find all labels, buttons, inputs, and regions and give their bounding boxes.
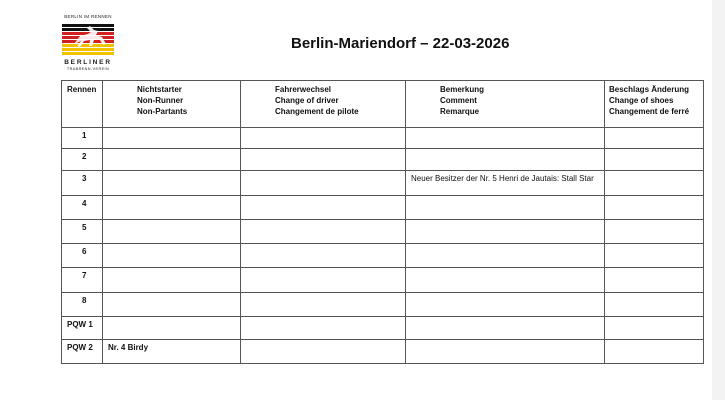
fahrerwechsel-cell	[241, 196, 406, 220]
beschlag-cell	[605, 268, 704, 293]
header-label-fr: Changement de ferré	[609, 107, 690, 116]
table-row	[62, 149, 704, 171]
nichtstarter-cell-text: Nr. 4 Birdy	[108, 343, 149, 352]
header-label-en: Non-Runner	[137, 96, 184, 105]
fahrerwechsel-cell	[241, 293, 406, 317]
race-number-cell-text: PQW 1	[67, 320, 93, 329]
race-number-cell-text: 4	[82, 199, 87, 208]
bemerkung-cell	[406, 171, 605, 196]
race-number-cell-text: PQW 2	[67, 343, 93, 352]
bemerkung-cell	[406, 268, 605, 293]
beschlag-cell	[605, 196, 704, 220]
logo-sub-text: TRABRENN-VEREIN	[66, 67, 110, 71]
nichtstarter-cell	[103, 340, 241, 364]
race-number-cell	[62, 220, 103, 244]
header-label-de: Bemerkung	[440, 85, 485, 94]
header-label-de: Fahrerwechsel	[275, 85, 332, 94]
race-number-cell-text: 1	[82, 131, 87, 140]
beschlag-cell	[605, 149, 704, 171]
nichtstarter-cell	[103, 293, 241, 317]
fahrerwechsel-cell	[241, 268, 406, 293]
race-number-cell-text: 7	[82, 271, 87, 280]
header-label-de: Nichtstarter	[137, 85, 182, 94]
header-label-fr: Non-Partants	[137, 107, 188, 116]
bemerkung-cell	[406, 340, 605, 364]
race-number-cell-text: 5	[82, 223, 87, 232]
table-header-row	[62, 81, 704, 128]
page-title: Berlin-Mariendorf – 22-03-2026	[291, 35, 510, 52]
bemerkung-cell	[406, 149, 605, 171]
header-label-en: Change of driver	[275, 96, 339, 105]
table-row	[62, 293, 704, 317]
fahrerwechsel-cell	[241, 128, 406, 149]
beschlag-cell	[605, 128, 704, 149]
nichtstarter-cell	[103, 149, 241, 171]
nichtstarter-cell	[103, 220, 241, 244]
header-beschlag	[605, 81, 704, 128]
bemerkung-cell	[406, 220, 605, 244]
header-fahrerwechsel	[241, 81, 406, 128]
race-number-cell	[62, 149, 103, 171]
race-number-cell	[62, 171, 103, 196]
header-label-fr: Changement de pilote	[275, 107, 359, 116]
nichtstarter-cell	[103, 171, 241, 196]
bemerkung-cell-text: Neuer Besitzer der Nr. 5 Henri de Jautais: Stall Star	[411, 174, 594, 183]
race-number-cell	[62, 196, 103, 220]
logo-brand-text: BERLINER	[64, 59, 112, 66]
table-row	[62, 317, 704, 340]
race-number-cell	[62, 293, 103, 317]
header-label-en: Change of shoes	[609, 96, 674, 105]
bemerkung-cell	[406, 244, 605, 268]
fahrerwechsel-cell	[241, 149, 406, 171]
table-row	[62, 128, 704, 149]
bemerkung-cell	[406, 196, 605, 220]
beschlag-cell	[605, 340, 704, 364]
bemerkung-cell	[406, 128, 605, 149]
race-changes-table	[61, 80, 704, 364]
table-row	[62, 171, 704, 196]
fahrerwechsel-cell	[241, 317, 406, 340]
table-row	[62, 220, 704, 244]
race-number-cell	[62, 128, 103, 149]
header-label-fr: Remarque	[440, 107, 480, 116]
table-row	[62, 196, 704, 220]
race-number-cell-text: 2	[82, 152, 87, 161]
fahrerwechsel-cell	[241, 220, 406, 244]
header-rennen-label: Rennen	[67, 85, 97, 94]
nichtstarter-cell	[103, 196, 241, 220]
race-number-cell-text: 8	[82, 296, 87, 305]
race-number-cell-text: 6	[82, 247, 87, 256]
race-number-cell	[62, 244, 103, 268]
race-number-cell	[62, 340, 103, 364]
header-rennen	[62, 81, 103, 128]
beschlag-cell	[605, 220, 704, 244]
header-label-de: Beschlags Änderung	[609, 85, 690, 94]
header-nichtstarter	[103, 81, 241, 128]
bemerkung-cell	[406, 317, 605, 340]
race-number-cell	[62, 268, 103, 293]
beschlag-cell	[605, 171, 704, 196]
table-row	[62, 268, 704, 293]
race-number-cell	[62, 317, 103, 340]
nichtstarter-cell	[103, 244, 241, 268]
berliner-trabrenn-verein-logo	[60, 14, 116, 72]
logo-top-text: BERLIN IM RENNEN	[64, 14, 112, 19]
table-row	[62, 340, 704, 364]
nichtstarter-cell	[103, 317, 241, 340]
header-label-en: Comment	[440, 96, 477, 105]
fahrerwechsel-cell	[241, 244, 406, 268]
header-bemerkung	[406, 81, 605, 128]
race-number-cell-text: 3	[82, 174, 87, 183]
nichtstarter-cell	[103, 268, 241, 293]
fahrerwechsel-cell	[241, 340, 406, 364]
beschlag-cell	[605, 244, 704, 268]
table-row	[62, 244, 704, 268]
fahrerwechsel-cell	[241, 171, 406, 196]
horse-flag-icon	[60, 22, 116, 58]
beschlag-cell	[605, 293, 704, 317]
nichtstarter-cell	[103, 128, 241, 149]
bemerkung-cell	[406, 293, 605, 317]
beschlag-cell	[605, 317, 704, 340]
